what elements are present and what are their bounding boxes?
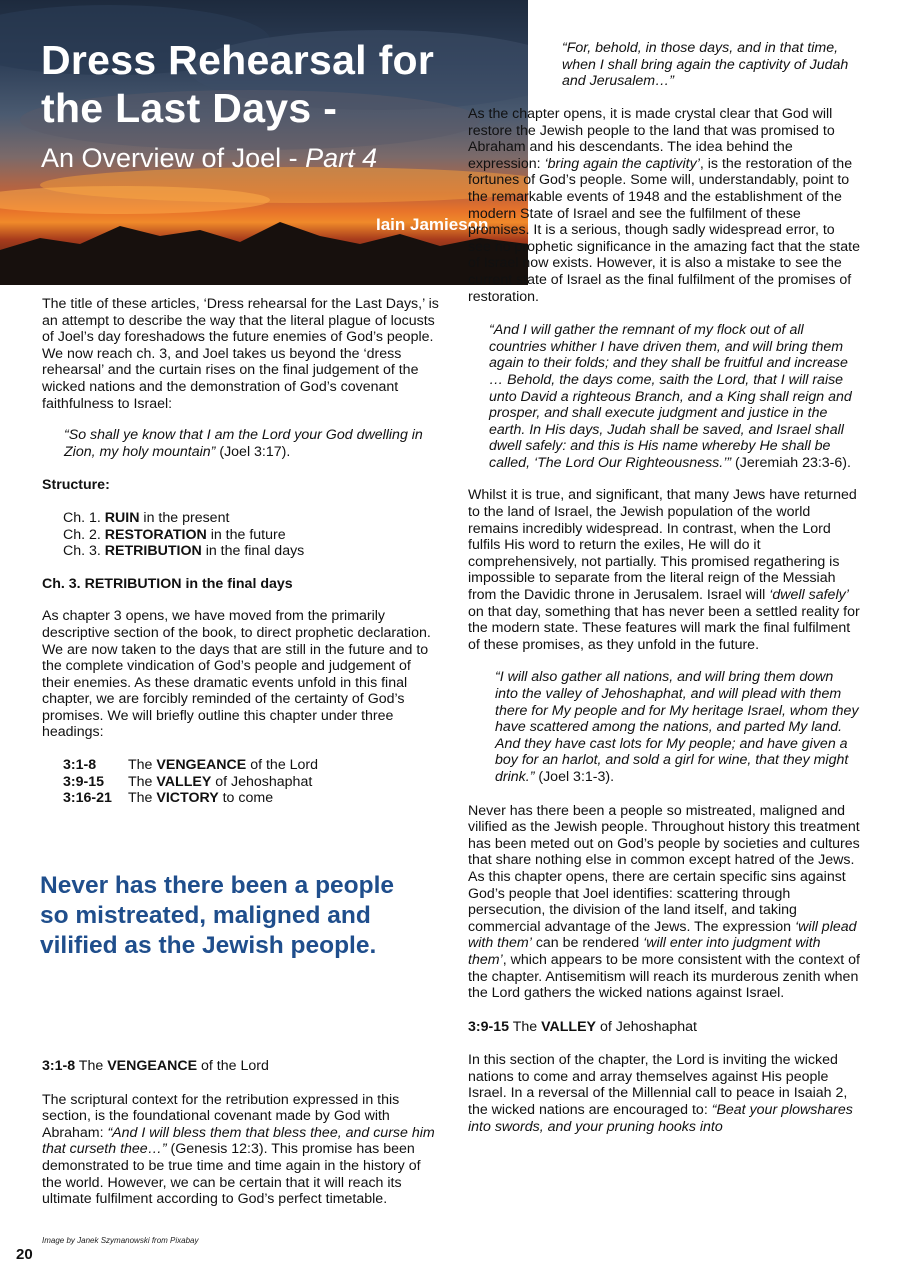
regathering-paragraph bbox=[468, 487, 860, 653]
outline-pre: The bbox=[128, 757, 157, 774]
vengeance-heading bbox=[42, 1058, 440, 1075]
structure-item-rest: in the present bbox=[139, 509, 230, 526]
outline-pre: The bbox=[128, 790, 157, 807]
outline-keyword: VALLEY bbox=[156, 773, 212, 790]
restoration-text-b: , is the restoration of the fortunes of God’s people. Some will, understandably, point to the remarkable events of 1948 and the establishment of the modern State of Israel and see the fulfilment of these promises. It is a serious, though sadly widespread error, to see no prophetic significance in the amazing fact that the state of Israel now exists. However, it is also a mistake to see the current state of Israel as the final fulfilment of the promises of restoration. bbox=[468, 155, 860, 305]
mistreatment-text-c: , which appears to be more consistent with the context of the chapter. Antisemitism will reach its murderous zenith when the Lord gathers the wicked nations against Israel. bbox=[468, 951, 860, 1002]
article-subtitle bbox=[41, 143, 377, 174]
vengeance-ref: 3:1-8 bbox=[42, 1058, 76, 1074]
ch3-heading: Ch. 3. RETRIBUTION in the final days bbox=[42, 575, 293, 592]
regathering-text-b: on that day, something that has never been a settled reality for the modern state. These features will mark the final fulfilment of these promises, as they unfold in the future. bbox=[468, 603, 860, 653]
quote-reference: (Joel 3:17). bbox=[215, 443, 291, 460]
outline-item bbox=[63, 774, 440, 791]
image-credit: Image by Janek Szymanowski from Pixabay bbox=[42, 1236, 199, 1245]
jeremiah-quote-text: “And I will gather the remnant of my flock out of all countries whither I have driven them, and will bring them again to their folds; and they shall be fruitful and increase … Behold, the days come, saith the Lord, that I will raise unto David a righteous Branch, and a King shall reign and prosper, and shall execute judgment and justice in the earth. In His days, Judah shall be saved, and Israel shall dwell safely: and this is His name whereby He shall be called, ‘The Lord Our Righteousness.’” bbox=[489, 322, 852, 471]
structure-item-keyword: RUIN bbox=[104, 509, 140, 526]
outline-keyword: VENGEANCE bbox=[156, 757, 247, 774]
valley-paragraph bbox=[468, 1052, 860, 1135]
structure-item bbox=[63, 527, 440, 544]
intro-paragraph: The title of these articles, ‘Dress rehearsal for the Last Days,’ is an attempt to describe the way that the literal plague of locusts of Joel’s day foreshadows the future enemies of God’s people. We now reach ch. 3, and Joel takes us beyond the ‘dress rehearsal’ and the curtain rises on the final judgement of the wicked nations and the demonstration of God’s covenant faithfulness to Israel: bbox=[42, 296, 439, 412]
outline-keyword: VICTORY bbox=[156, 790, 219, 807]
subtitle-prefix: An Overview of Joel - bbox=[41, 143, 306, 173]
vengeance-keyword: VENGEANCE bbox=[107, 1058, 198, 1074]
vengeance-pre: The bbox=[75, 1058, 108, 1074]
valley-pre: The bbox=[509, 1018, 542, 1035]
vengeance-section bbox=[42, 1058, 440, 1208]
outline-item bbox=[63, 790, 440, 807]
left-column bbox=[42, 296, 440, 807]
restoration-paragraph bbox=[468, 106, 860, 305]
quote-text: “So shall ye know that I am the Lord your God dwelling in Zion, my holy mountain” bbox=[64, 427, 423, 460]
outline-post: to come bbox=[218, 790, 274, 807]
article-title bbox=[41, 36, 434, 132]
opening-quote bbox=[562, 40, 862, 90]
structure-item-rest: in the future bbox=[206, 526, 286, 543]
jeremiah-quote-reference: (Jeremiah 23:3-6). bbox=[731, 454, 851, 471]
structure-item bbox=[63, 543, 440, 560]
title-line-1: Dress Rehearsal for bbox=[41, 37, 435, 83]
mistreatment-paragraph bbox=[468, 803, 860, 1002]
structure-item-prefix: Ch. 2. bbox=[63, 526, 105, 543]
restoration-text-a: As the chapter opens, it is made crystal clear that God will restore the Jewish people to the land that was promised to Abraham and his descendants. The idea behind the expression: bbox=[468, 106, 835, 172]
regathering-text-a: Whilst it is true, and significant, that many Jews have returned to the land of Israel, the Jewish population of the world remains incredibly widespread. In contrast, when the Lord fulfils His word to return the exiles, He will do it comprehensively, not partially. This promised regathering is impossible to separate from the literal reign of the Messiah from the Davidic throne in Jerusalem. Israel will bbox=[468, 487, 857, 604]
structure-item-keyword: RETRIBUTION bbox=[104, 543, 202, 560]
plead-quote: ‘will plead with them’ bbox=[468, 918, 857, 952]
joel-quote-reference: (Joel 3:1-3). bbox=[534, 768, 615, 785]
structure-heading: Structure: bbox=[42, 477, 110, 494]
outline-ref: 3:9-15 bbox=[63, 773, 105, 790]
dwell-safely-quote: ‘dwell safely’ bbox=[769, 587, 849, 604]
outline-post: of Jehoshaphat bbox=[211, 773, 313, 790]
isaiah-quote: “Beat your plowshares into swords, and your pruning hooks into bbox=[468, 1102, 853, 1135]
subtitle-part: Part 4 bbox=[305, 143, 378, 173]
chapter-outline bbox=[63, 757, 440, 807]
right-column bbox=[468, 106, 860, 1135]
valley-post: of Jehoshaphat bbox=[596, 1018, 697, 1035]
outline-pre: The bbox=[128, 773, 157, 790]
joel-3-17-quote bbox=[64, 427, 440, 460]
structure-item-prefix: Ch. 3. bbox=[63, 543, 105, 560]
structure-item-prefix: Ch. 1. bbox=[63, 509, 105, 526]
structure-item bbox=[63, 510, 440, 527]
vengeance-paragraph bbox=[42, 1092, 440, 1208]
outline-item bbox=[63, 757, 440, 774]
vengeance-text-b: (Genesis 12:3). This promise has been demonstrated to be true time and time again in the history of the world. However, we can be certain that it will reach its ultimate fulfilment according to God’s perfect timetable. bbox=[42, 1141, 421, 1208]
genesis-quote: “And I will bless them that bless thee, and curse him that curseth thee…” bbox=[42, 1124, 435, 1158]
pull-quote: Never has there been a people so mistreated, maligned and vilified as the Jewish people. bbox=[40, 872, 395, 959]
page-number: 20 bbox=[16, 1246, 33, 1263]
valley-keyword: VALLEY bbox=[541, 1018, 597, 1035]
author-name: Iain Jamieson bbox=[376, 215, 489, 234]
jeremiah-quote bbox=[489, 322, 860, 471]
joel-3-1-3-quote bbox=[495, 669, 860, 785]
title-line-2: the Last Days - bbox=[41, 85, 338, 131]
header-sunset-image bbox=[0, 0, 528, 285]
restoration-quote: ‘bring again the captivity’ bbox=[544, 155, 700, 172]
structure-list bbox=[63, 510, 440, 560]
vengeance-post: of the Lord bbox=[197, 1058, 269, 1074]
outline-ref: 3:1-8 bbox=[63, 757, 97, 774]
structure-item-keyword: RESTORATION bbox=[104, 526, 207, 543]
outline-ref: 3:16-21 bbox=[63, 790, 112, 807]
valley-text-a: In this section of the chapter, the Lord is inviting the wicked nations to come and array themselves against His people Israel. In a reversal of the Millennial call to peace in Isaiah 2, the wicked nations are encouraged to: bbox=[468, 1052, 848, 1119]
joel-quote-text: “I will also gather all nations, and will bring them down into the valley of Jehoshaphat, and will plead with them there for My people and for My heritage Israel, whom they have scattered among the nations, and parted My land. And they have cast lots for My people; and have given a boy for an harlot, and sold a girl for wine, that they might drink.” bbox=[495, 669, 859, 785]
joel-3-1-quote: “For, behold, in those days, and in that time, when I shall bring again the captivity of Judah and Jerusalem…” bbox=[562, 40, 849, 90]
valley-ref: 3:9-15 bbox=[468, 1018, 510, 1035]
ch3-paragraph: As chapter 3 opens, we have moved from the primarily descriptive section of the book, to direct prophetic declaration. We are now taken to the days that are still in the future and to the complete vindication of God’s people and judgement of their enemies. As these dramatic events unfold in this final chapter, we are forcibly reminded of the certainty of God’s promises. We will briefly outline this chapter under three headings: bbox=[42, 608, 431, 741]
mistreatment-text-b: can be rendered bbox=[531, 935, 644, 952]
vengeance-text-a: The scriptural context for the retribution expressed in this section, is the foundational covenant made by God with Abraham: bbox=[42, 1091, 400, 1141]
outline-post: of the Lord bbox=[246, 757, 319, 774]
valley-heading bbox=[468, 1019, 860, 1036]
mistreatment-text-a: Never has there been a people so mistreated, maligned and vilified as the Jewish people. Throughout history this treatment has been meted out on God’s people by societies and cultures that share nothing else in common except hatred of the Jews. As this chapter opens, there are certain specific sins against God’s people that Joel identifies: scattering through persecution, the division of the land itself, and taking commercial advantage of the Jews. The expression bbox=[468, 802, 860, 935]
structure-item-rest: in the final days bbox=[201, 543, 305, 560]
judgment-quote: ‘will enter into judgment with them’ bbox=[468, 935, 821, 968]
